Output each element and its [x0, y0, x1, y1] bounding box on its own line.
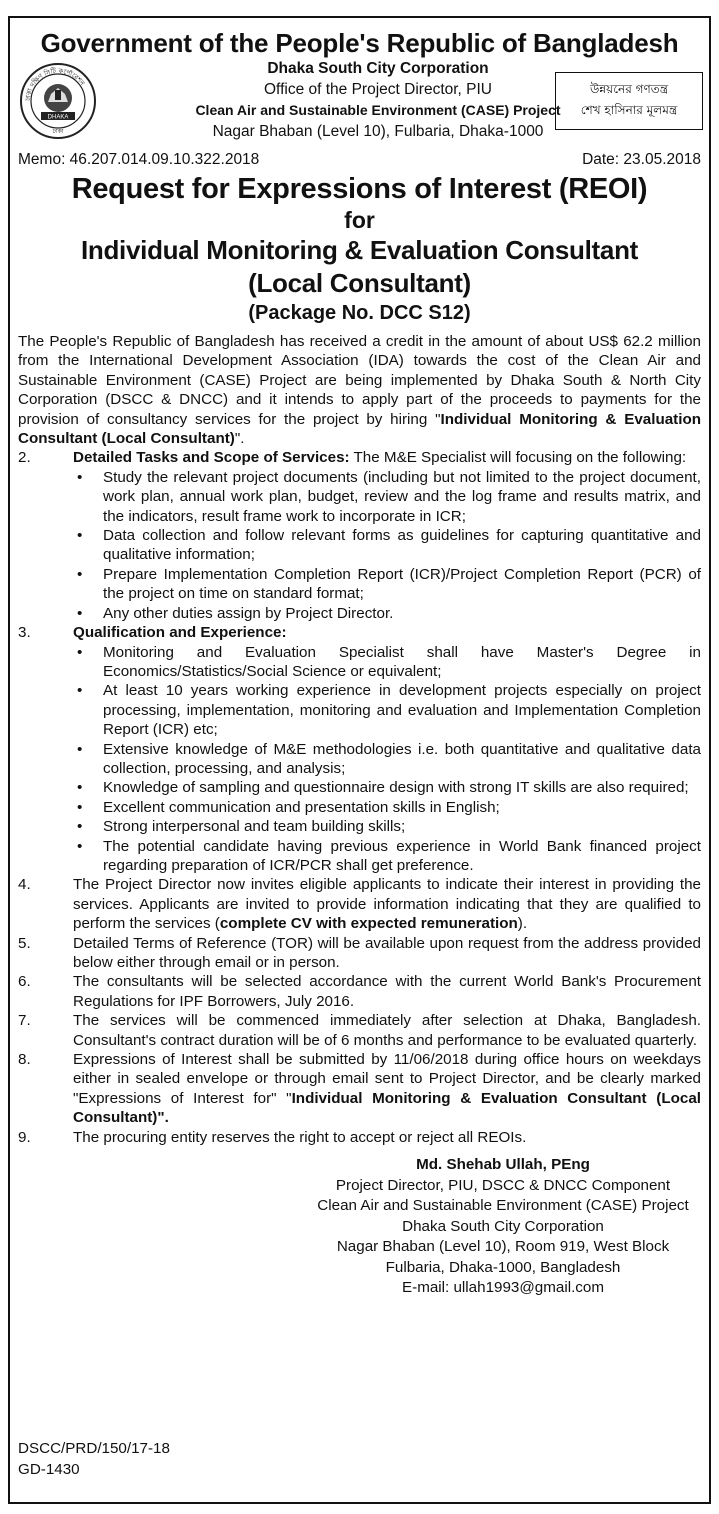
section-number: 7. — [18, 1012, 31, 1030]
bullet-icon: • — [77, 837, 83, 855]
qualification-list — [73, 643, 701, 876]
government-title: Government of the People's Republic of Bangladesh — [40, 28, 679, 58]
memo-number: Memo: 46.207.014.09.10.322.2018 — [18, 151, 260, 168]
package-number: (Package No. DCC S12) — [248, 302, 471, 324]
section-heading: Qualification and Experience: — [73, 624, 287, 642]
section-bold: complete CV with expected remuneration — [219, 915, 518, 933]
list-item — [73, 681, 701, 739]
list-item — [73, 565, 701, 604]
section-4 — [18, 875, 701, 933]
bullet-icon: • — [77, 527, 83, 545]
bullet-icon: • — [77, 604, 83, 622]
list-item — [73, 817, 701, 836]
slogan-line-2: শেখ হাসিনার মূলমন্ত্র — [580, 103, 678, 117]
list-item-text: Study the relevant project documents (including but not limited to the project document, work plan, annual work plan, budget, review and the log frame and results matrix, and the indicators, result frame work to incorporate in ICR; — [103, 468, 701, 525]
memo-date: Date: 23.05.2018 — [582, 151, 701, 168]
section-9 — [18, 1128, 701, 1147]
section-text: The M&E Specialist will focusing on the following: — [349, 449, 687, 467]
seal-text: ঢাকা দক্ষিণ সিটি কর্পোরেশন — [23, 66, 87, 102]
dscc-seal-icon — [19, 62, 97, 140]
reference-number: DSCC/PRD/150/17-18 — [18, 1440, 170, 1457]
bullet-icon: • — [77, 798, 83, 816]
list-item-text: The potential candidate having previous experience in World Bank financed project regarding preparation of ICR/PCR shall get preference. — [103, 837, 701, 874]
section-number: 6. — [18, 973, 31, 991]
section-bold: Individual Monitoring & Evaluation Consultant (Local Consultant)". — [73, 1089, 701, 1127]
bullet-icon: • — [77, 779, 83, 797]
section-number: 3. — [18, 624, 31, 642]
reoi-title: Request for Expressions of Interest (REOI) — [71, 173, 648, 205]
section-body — [73, 1050, 701, 1128]
intro-text: The People's Republic of Bangladesh has received a credit in the amount of about US$ 62.2 million from the International Development Association (IDA) towards the cost of the Clean Air and Sustainable Environment (CASE) Project are being implemented by Dhaka South & North City Corporation (DSCC & DNCC) and it intends to apply part of the proceeds to payments for the provision of consultancy services for the project by hiring " — [18, 333, 701, 428]
signatory-city: Fulbaria, Dhaka-1000, Bangladesh — [385, 1258, 621, 1276]
notice-frame — [8, 16, 711, 1504]
section-8 — [18, 1050, 701, 1128]
list-item-text: Any other duties assign by Project Director. — [103, 604, 394, 622]
section-5 — [18, 934, 701, 973]
memo-row — [18, 150, 701, 170]
intro-paragraph — [18, 332, 701, 448]
bullet-icon: • — [77, 818, 83, 836]
list-item-text: Extensive knowledge of M&E methodologies i.e. both quantitative and qualitative data collection, processing, and analysis; — [103, 740, 701, 777]
section-body — [73, 875, 701, 933]
section-text: The consultants will be selected accordance with the current World Bank's Procurement Regulations for IPF Borrowers, July 2016. — [73, 973, 701, 1010]
gd-number: GD-1430 — [18, 1460, 80, 1478]
section-2 — [18, 448, 701, 623]
list-item-text: Prepare Implementation Completion Report (ICR)/Project Completion Report (PCR) of the project on time on standard format; — [103, 565, 701, 603]
header-block — [18, 58, 701, 150]
list-item — [73, 778, 701, 797]
signatory-address: Nagar Bhaban (Level 10), Room 919, West Block — [336, 1238, 670, 1256]
list-item-text: Strong interpersonal and team building skills; — [103, 818, 406, 836]
section-end: ). — [517, 915, 528, 933]
corporation-name: Dhaka South City Corporation — [267, 60, 489, 77]
signatory-organization: Dhaka South City Corporation — [402, 1217, 604, 1235]
list-item — [73, 837, 701, 876]
list-item-text: Excellent communication and presentation skills in English; — [103, 798, 500, 816]
list-item — [73, 526, 701, 565]
intro-bold: Individual Monitoring & Evaluation Consultant (Local Consultant) — [18, 410, 701, 448]
section-3 — [18, 623, 701, 875]
position-title: Individual Monitoring & Evaluation Consultant — [80, 235, 639, 265]
section-text: The procuring entity reserves the right to accept or reject all REOIs. — [73, 1128, 527, 1146]
section-number: 8. — [18, 1051, 31, 1069]
list-item — [73, 643, 701, 682]
list-item-text: Knowledge of sampling and questionnaire design with strong IT skills are also required; — [103, 779, 689, 797]
reoi-title-for: for — [344, 207, 375, 233]
slogan-box — [555, 72, 703, 130]
list-item — [73, 604, 701, 623]
office-name: Office of the Project Director, PIU — [264, 81, 492, 98]
section-number: 2. — [18, 449, 31, 467]
bullet-icon: • — [77, 565, 83, 583]
section-text: The services will be commenced immediately after selection at Dhaka, Bangladesh. Consultant's contract duration will be of 6 months and performance to be evaluated quarterly. — [73, 1012, 701, 1049]
notice-content — [18, 28, 701, 1299]
bullet-icon: • — [77, 468, 83, 486]
section-body — [73, 448, 701, 623]
office-address: Nagar Bhaban (Level 10), Fulbaria, Dhaka-1000 — [212, 123, 544, 140]
section-number: 4. — [18, 876, 31, 894]
slogan-line-1: উন্নয়নের গণতন্ত্র — [589, 82, 669, 96]
list-item-text: Data collection and follow relevant forms as guidelines for capturing quantitative and qualitative information; — [103, 527, 701, 564]
section-text: Expressions of Interest shall be submitted by 11/06/2018 during office hours on weekdays either in sealed envelope or through email sent to Project Director, and be clearly marked "Expressions of Interest for" " — [73, 1051, 701, 1107]
list-item-text: Monitoring and Evaluation Specialist shall have Master's Degree in Economics/Statistics/Social Science or equivalent; — [103, 643, 701, 680]
section-body — [73, 623, 701, 875]
signatory-project: Clean Air and Sustainable Environment (CASE) Project — [317, 1197, 689, 1215]
section-heading: Detailed Tasks and Scope of Services: — [73, 449, 350, 467]
position-subtitle: (Local Consultant) — [248, 268, 471, 298]
signatory-designation: Project Director, PIU, DSCC & DNCC Component — [335, 1176, 671, 1194]
footer-references — [18, 1439, 170, 1480]
seal-ribbon: DHAKA — [47, 114, 69, 121]
signatory-email: E-mail: ullah1993@gmail.com — [402, 1279, 604, 1297]
list-item — [73, 798, 701, 817]
signature-block — [308, 1155, 698, 1299]
bullet-icon: • — [77, 740, 83, 758]
intro-end: ". — [234, 430, 245, 448]
project-name: Clean Air and Sustainable Environment (CASE) Project — [195, 102, 561, 118]
bullet-icon: • — [77, 643, 83, 661]
section-6 — [18, 972, 701, 1011]
list-item — [73, 468, 701, 526]
section-text: Detailed Terms of Reference (TOR) will be available upon request from the address provided below either through email or in person. — [73, 934, 701, 971]
list-item — [73, 740, 701, 779]
section-number: 9. — [18, 1128, 31, 1146]
task-list — [73, 468, 701, 623]
section-7 — [18, 1011, 701, 1050]
section-number: 5. — [18, 934, 31, 952]
list-item-text: At least 10 years working experience in development projects especially on project processing, implementation, monitoring and evaluation and Implementation Completion Report (ICR) etc; — [103, 682, 701, 739]
section-text: The Project Director now invites eligible applicants to indicate their interest in providing the services. Applicants are invited to provide information indicating that they are qualified to perform the services ( — [73, 876, 701, 933]
bullet-icon: • — [77, 682, 83, 700]
signatory-name: Md. Shehab Ullah, PEng — [416, 1156, 590, 1174]
seal-bottom-text: ঢাকা — [52, 128, 64, 135]
